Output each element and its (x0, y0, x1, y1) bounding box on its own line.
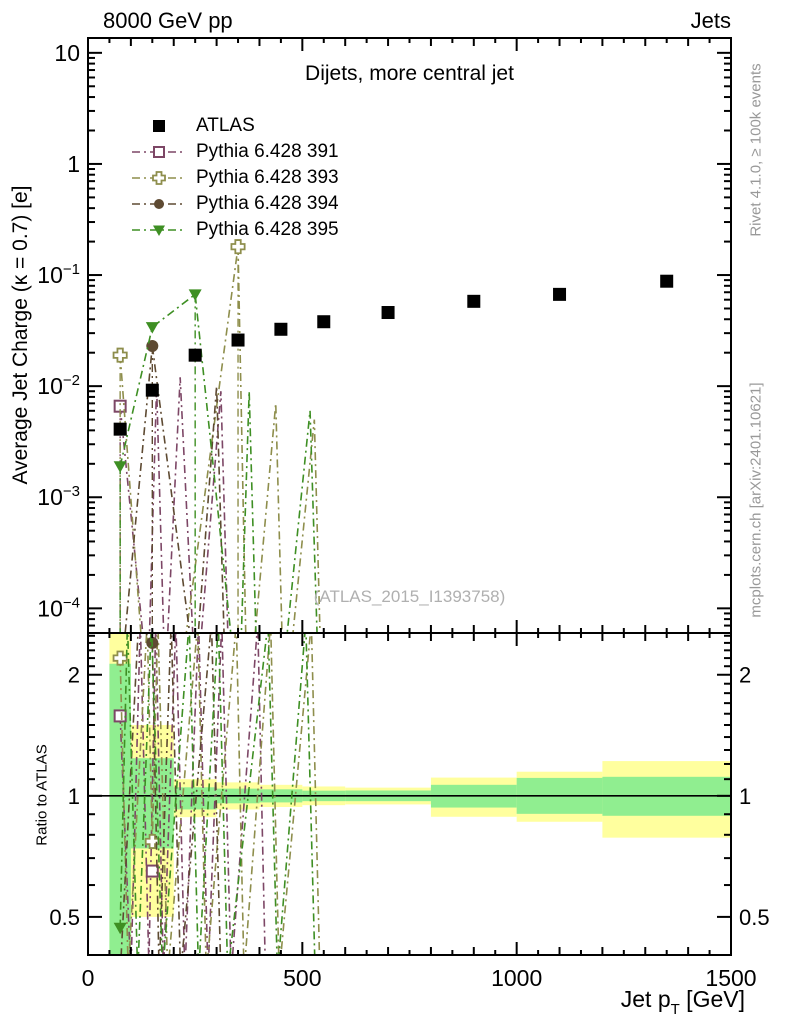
svg-text:2: 2 (739, 662, 752, 688)
x-axis-title-sub: T (670, 1001, 680, 1018)
svg-text:1: 1 (739, 783, 752, 809)
legend (130, 113, 339, 243)
svg-text:10−4: $10^{-4}$ (37, 594, 80, 622)
analysis-watermark: (ATLAS_2015_I1393758) (313, 587, 506, 606)
atlas-data-points (114, 275, 674, 436)
ratio-axis-title: Ratio to ATLAS (33, 744, 51, 846)
svg-text:10: 10 (54, 39, 80, 66)
rivet-version-note: Rivet 4.1.0, ≥ 100k events (747, 63, 765, 237)
svg-text:10−1: $10^{-1}$ (37, 261, 80, 289)
svg-text:1000: 1000 (491, 965, 543, 991)
legend-label-pythia-394: Pythia 6.428 394 (196, 193, 339, 214)
legend-label-pythia-391: Pythia 6.428 391 (196, 141, 339, 162)
legend-label-pythia-395: Pythia 6.428 395 (196, 219, 339, 240)
svg-text:10−2: $10^{-2}$ (37, 372, 80, 400)
legend-row-pythia-394 (130, 191, 339, 217)
pythia-394-marker-icon (130, 195, 188, 213)
pythia-391-marker-icon (130, 143, 188, 161)
legend-label-pythia-393: Pythia 6.428 393 (196, 167, 339, 188)
svg-text:1500: 1500 (705, 965, 757, 991)
svg-text:2: 2 (67, 662, 80, 688)
svg-text:1: 1 (67, 150, 80, 177)
band-green (109, 664, 130, 955)
plot-title: Dijets, more central jet (305, 62, 514, 85)
legend-row-pythia-391 (130, 139, 339, 165)
svg-text:0.5: 0.5 (49, 904, 80, 930)
legend-label-atlas: ATLAS (196, 115, 255, 136)
y-axis-tick-labels (37, 40, 80, 622)
series-main-Pythia-6.428-393 (114, 240, 323, 719)
x-axis-title-main: Jet p (620, 986, 671, 1012)
x-axis-title-unit: [GeV] (679, 986, 745, 1012)
svg-text:1: 1 (67, 783, 80, 809)
svg-text:0: 0 (81, 965, 95, 991)
svg-text:10−3: $10^{-3}$ (37, 483, 80, 511)
legend-row-pythia-395 (130, 217, 339, 243)
legend-row-atlas (130, 113, 339, 139)
svg-text:0.5: 0.5 (739, 904, 770, 930)
atlas-marker-icon (130, 117, 188, 135)
x-axis-title (621, 986, 745, 1018)
pythia-393-marker-icon (130, 169, 188, 187)
legend-row-pythia-393 (130, 165, 339, 191)
beam-energy-label: 8000 GeV pp (103, 8, 233, 33)
y-axis-title: Average Jet Charge (κ = 0.7) [e] (9, 185, 32, 485)
process-label: Jets (690, 8, 731, 33)
mcplots-arxiv-note: mcplots.cern.ch [arXiv:2401.10621] (747, 382, 765, 618)
svg-text:500: 500 (283, 965, 322, 991)
pythia-395-marker-icon (130, 221, 188, 239)
